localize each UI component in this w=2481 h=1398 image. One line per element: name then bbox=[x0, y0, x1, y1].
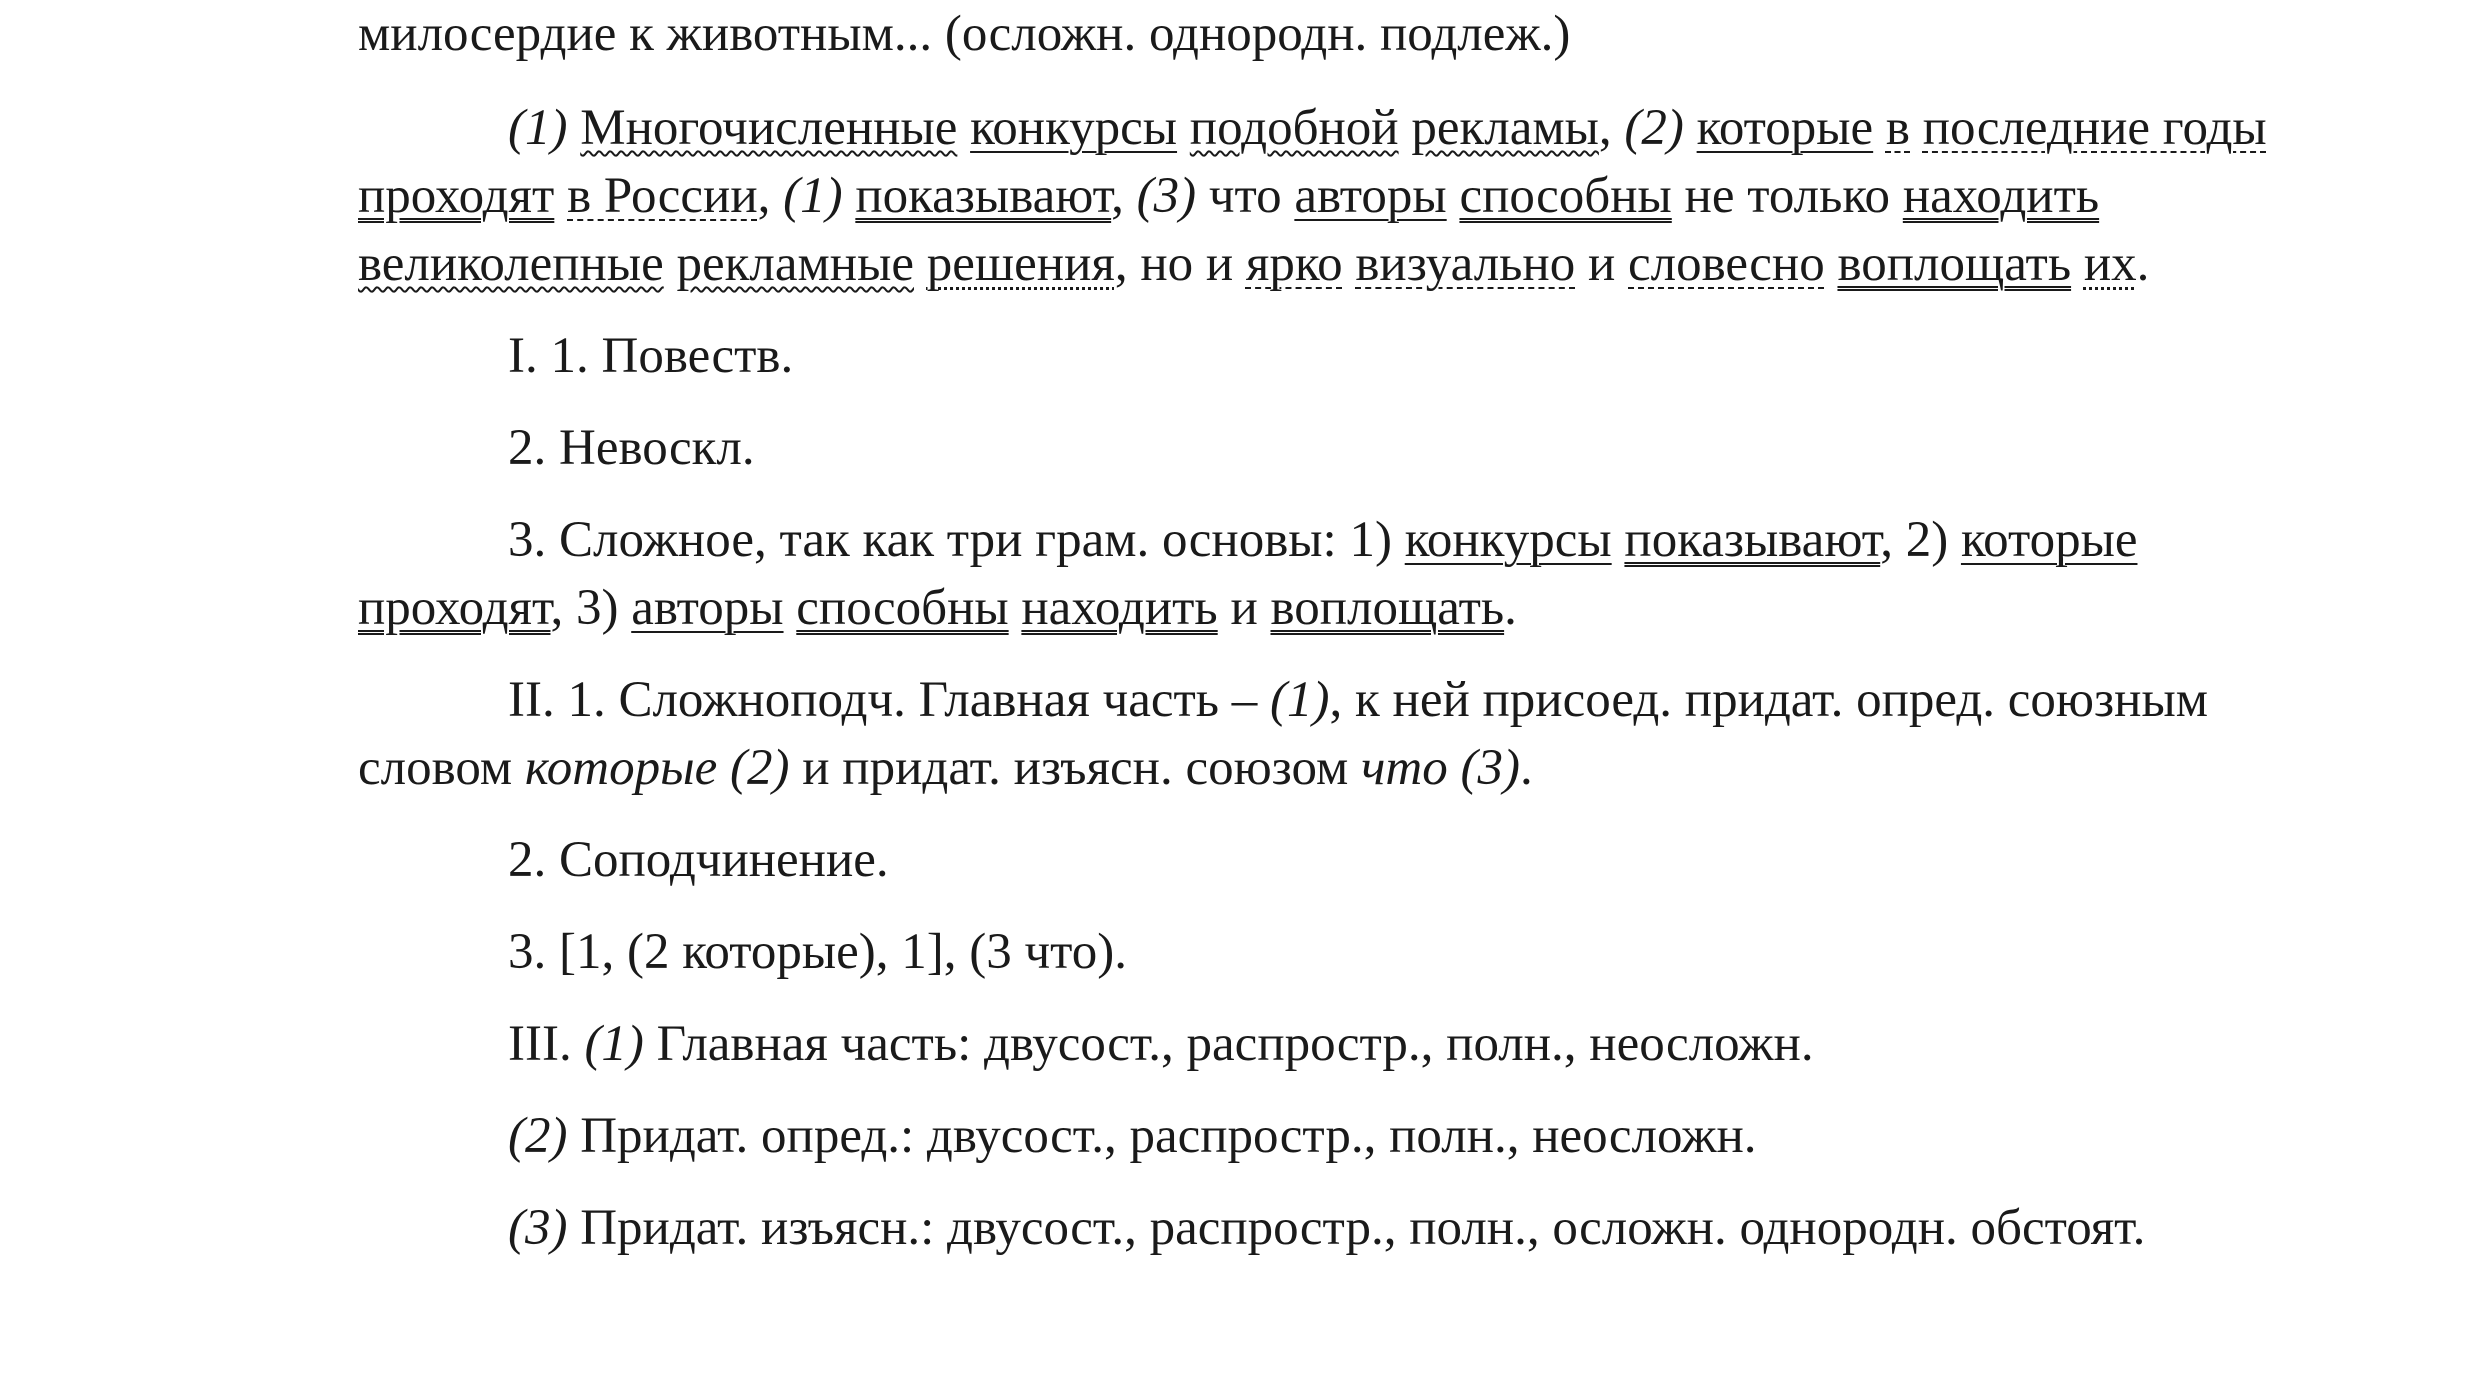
analysis-item bbox=[358, 1194, 2348, 1262]
word-object: их bbox=[2083, 236, 2137, 292]
item-text: и bbox=[1230, 580, 1258, 636]
period: . bbox=[2136, 236, 2150, 292]
word-plain: , но и bbox=[1114, 236, 1234, 292]
word-predicate: показывают bbox=[855, 168, 1112, 224]
part-number: (1) bbox=[508, 100, 568, 156]
item-text: III. bbox=[508, 1016, 572, 1072]
word-subject: конкурсы bbox=[970, 100, 1178, 156]
item-text: 3. Сложное, так как три грам. основы: 1) bbox=[508, 512, 1392, 568]
period: . bbox=[1504, 580, 1517, 636]
analysis-item bbox=[358, 1010, 2348, 1078]
part-number: (3) bbox=[508, 1200, 568, 1256]
word-adverbial: в России bbox=[567, 168, 758, 224]
word-plain: и bbox=[1587, 236, 1616, 292]
comma: , bbox=[1111, 168, 1124, 224]
item-text: , к ней присоед. придат. опред. союзным словом bbox=[358, 672, 2208, 796]
word-adverbial: ярко bbox=[1245, 236, 1343, 292]
part-number: (1) bbox=[783, 168, 843, 224]
italic-term: которые (2) bbox=[524, 740, 790, 796]
document-page bbox=[358, 0, 2348, 1262]
analyzed-sentence bbox=[358, 94, 2348, 298]
analysis-item: 2. Соподчинение. bbox=[508, 832, 889, 888]
word-attribute: Многочисленные bbox=[580, 100, 958, 156]
item-text: , 3) bbox=[550, 580, 619, 636]
word-attribute: великолепные bbox=[358, 236, 664, 292]
word-subject: авторы bbox=[631, 580, 784, 636]
analysis-item bbox=[358, 506, 2348, 642]
analysis-item bbox=[358, 1102, 2348, 1170]
item-text: и придат. изъясн. союзом bbox=[802, 740, 1349, 796]
word-predicate: воплощать bbox=[1270, 580, 1505, 636]
part-number: (2) bbox=[1624, 100, 1684, 156]
period: . bbox=[1519, 740, 1533, 796]
comma: , bbox=[757, 168, 771, 224]
part-number: (1) bbox=[584, 1016, 644, 1072]
word-plain: не только bbox=[1684, 168, 1891, 224]
word-adverbial: последние годы bbox=[1922, 100, 2267, 156]
word-predicate: находить bbox=[1902, 168, 2100, 224]
italic-term: что (3) bbox=[1361, 740, 1520, 796]
word-attribute: рекламы bbox=[1411, 100, 1599, 156]
analysis-item: 2. Невоскл. bbox=[508, 420, 755, 476]
analysis-item bbox=[358, 666, 2348, 802]
item-text: Придат. изъясн.: двусост., распростр., полн., осложн. однородн. обстоят. bbox=[580, 1200, 2146, 1256]
word-predicate: проходят bbox=[358, 168, 555, 224]
analysis-item: I. 1. Повеств. bbox=[508, 328, 794, 384]
word-subject: которые bbox=[1960, 512, 2138, 568]
word-predicate: находить bbox=[1021, 580, 1218, 636]
part-number: (2) bbox=[508, 1108, 568, 1164]
item-text: Придат. опред.: двусост., распростр., полн., неосложн. bbox=[580, 1108, 1757, 1164]
word-predicate: показывают bbox=[1624, 512, 1881, 568]
word-adverbial: визуально bbox=[1355, 236, 1576, 292]
part-number: (1) bbox=[1270, 672, 1330, 728]
word-predicate: проходят bbox=[358, 580, 551, 636]
word-adverbial: словесно bbox=[1628, 236, 1825, 292]
word-predicate: воплощать bbox=[1837, 236, 2072, 292]
item-text: II. 1. Сложноподч. Главная часть – bbox=[508, 672, 1258, 728]
item-text: Главная часть: двусост., распростр., полн., неосложн. bbox=[656, 1016, 1814, 1072]
comma: , bbox=[1598, 100, 1612, 156]
word-predicate: способны bbox=[796, 580, 1009, 636]
analysis-item: 3. [1, (2 которые), 1], (3 что). bbox=[508, 924, 1127, 980]
item-text: , 2) bbox=[1880, 512, 1949, 568]
word-attribute: рекламные bbox=[676, 236, 914, 292]
part-number: (3) bbox=[1136, 168, 1197, 224]
word-subject: конкурсы bbox=[1404, 512, 1612, 568]
word-adverbial: в bbox=[1885, 100, 1911, 156]
word-subject: авторы bbox=[1294, 168, 1447, 224]
word-subject: которые bbox=[1696, 100, 1874, 156]
word-plain: что bbox=[1208, 168, 1282, 224]
word-object: решения bbox=[926, 236, 1115, 292]
word-predicate: способны bbox=[1459, 168, 1672, 224]
word-attribute: подобной bbox=[1189, 100, 1399, 156]
top-line: милосердие к животным... (осложн. однородн. подлеж.) bbox=[358, 6, 1571, 62]
